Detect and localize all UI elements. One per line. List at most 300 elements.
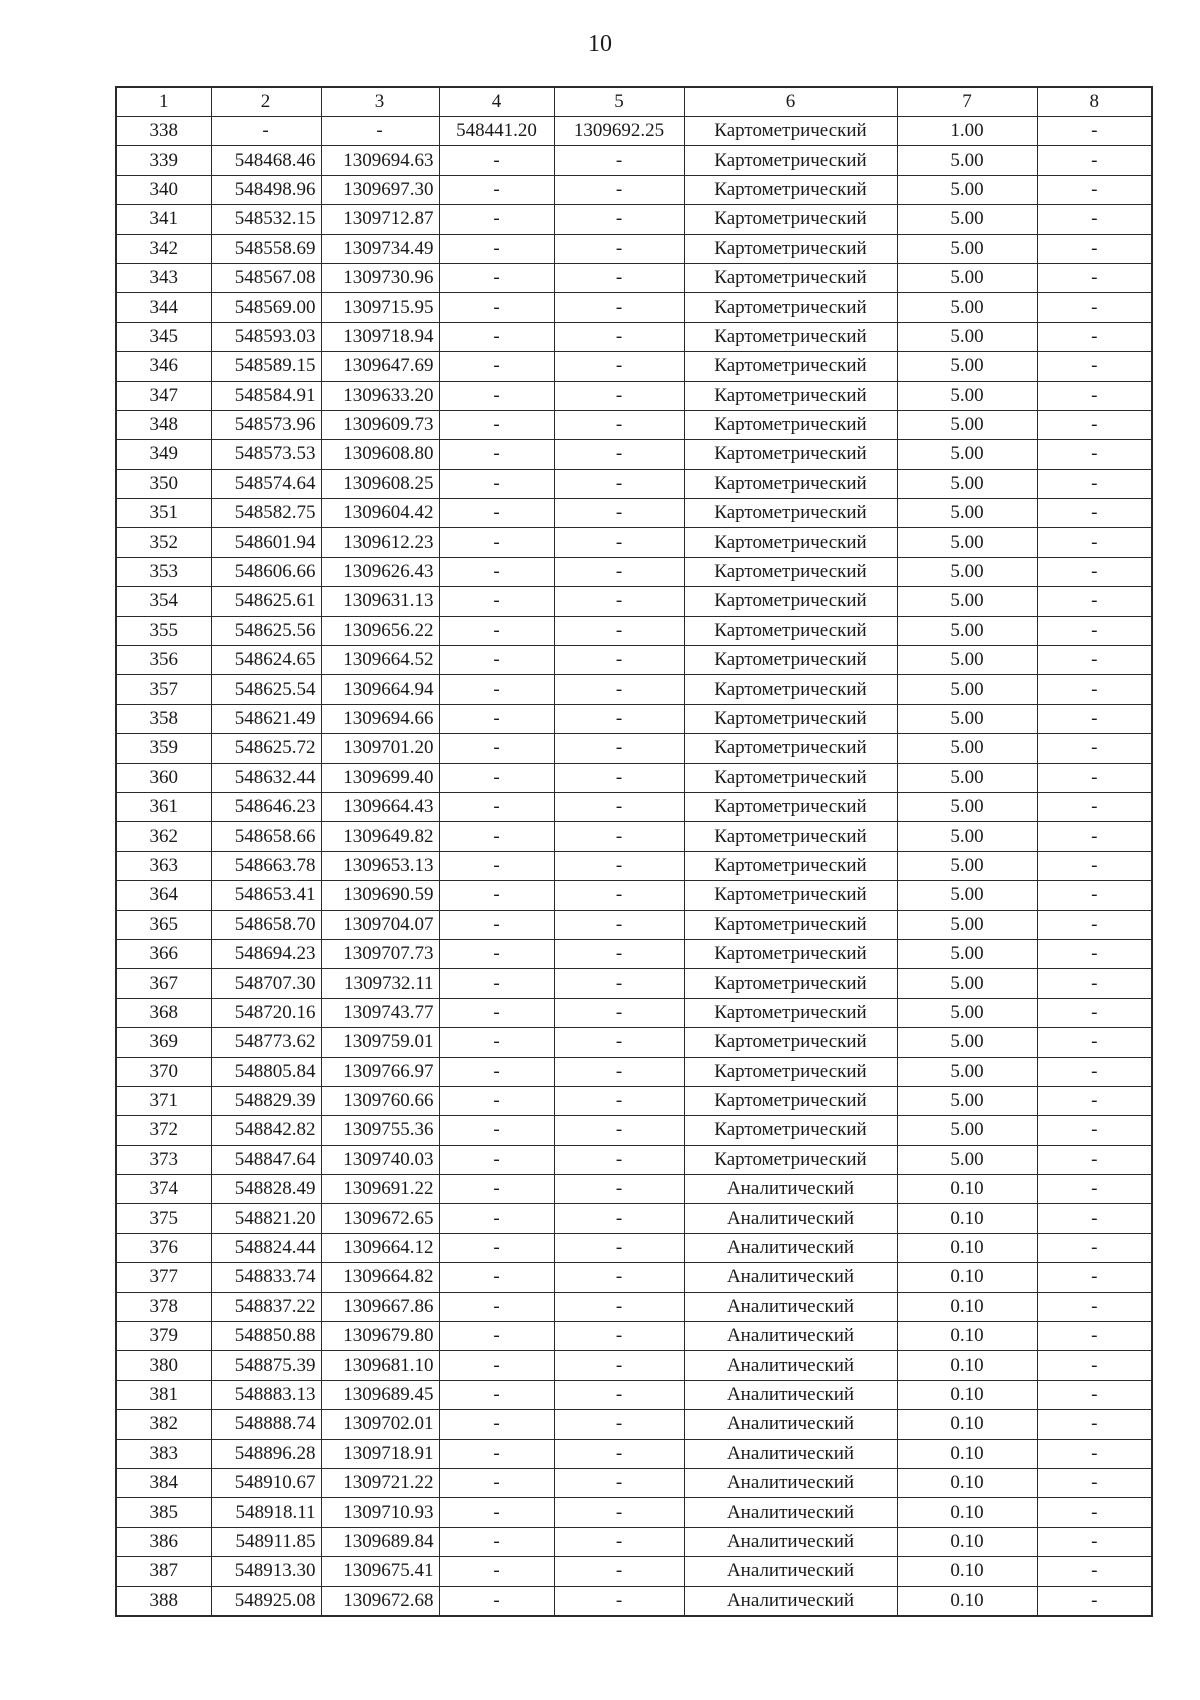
method-cell: Картометрический (684, 998, 897, 1027)
table-row (116, 175, 1152, 204)
method-cell: Картометрический (684, 851, 897, 880)
y-coordinate-alt-cell: - (554, 704, 684, 733)
method-cell: Аналитический (684, 1439, 897, 1468)
accuracy-cell: 5.00 (897, 528, 1037, 557)
y-coordinate-cell: 1309697.30 (321, 175, 439, 204)
point-number-cell: 366 (116, 939, 211, 968)
y-coordinate-cell: 1309707.73 (321, 939, 439, 968)
point-number-cell: 339 (116, 146, 211, 175)
method-cell: Аналитический (684, 1322, 897, 1351)
x-coordinate-alt-cell: - (439, 1233, 554, 1262)
x-coordinate-alt-cell: - (439, 1292, 554, 1321)
description-cell: - (1037, 1028, 1152, 1057)
y-coordinate-cell: 1309664.43 (321, 792, 439, 821)
x-coordinate-alt-cell: - (439, 469, 554, 498)
table-row (116, 1322, 1152, 1351)
x-coordinate-cell: 548833.74 (211, 1263, 321, 1292)
y-coordinate-alt-cell: - (554, 998, 684, 1027)
method-cell: Картометрический (684, 587, 897, 616)
x-coordinate-alt-cell: - (439, 1380, 554, 1409)
x-coordinate-cell: 548842.82 (211, 1116, 321, 1145)
x-coordinate-cell: 548896.28 (211, 1439, 321, 1468)
method-cell: Картометрический (684, 704, 897, 733)
y-coordinate-cell: 1309689.84 (321, 1527, 439, 1556)
method-cell: Аналитический (684, 1175, 897, 1204)
accuracy-cell: 5.00 (897, 175, 1037, 204)
x-coordinate-cell: 548847.64 (211, 1145, 321, 1174)
description-cell: - (1037, 263, 1152, 292)
point-number-cell: 375 (116, 1204, 211, 1233)
y-coordinate-cell: 1309667.86 (321, 1292, 439, 1321)
x-coordinate-cell: 548694.23 (211, 939, 321, 968)
column-header-4: 4 (439, 87, 554, 117)
y-coordinate-alt-cell: - (554, 293, 684, 322)
x-coordinate-cell: 548625.61 (211, 587, 321, 616)
column-header-7: 7 (897, 87, 1037, 117)
y-coordinate-alt-cell: - (554, 763, 684, 792)
description-cell: - (1037, 822, 1152, 851)
point-number-cell: 340 (116, 175, 211, 204)
accuracy-cell: 5.00 (897, 998, 1037, 1027)
method-cell: Картометрический (684, 528, 897, 557)
y-coordinate-cell: - (321, 117, 439, 146)
point-number-cell: 371 (116, 1086, 211, 1115)
y-coordinate-alt-cell: - (554, 440, 684, 469)
x-coordinate-cell: 548625.54 (211, 675, 321, 704)
description-cell: - (1037, 1116, 1152, 1145)
x-coordinate-cell: 548567.08 (211, 263, 321, 292)
point-number-cell: 384 (116, 1468, 211, 1497)
y-coordinate-alt-cell: - (554, 146, 684, 175)
method-cell: Аналитический (684, 1233, 897, 1262)
x-coordinate-alt-cell: - (439, 1204, 554, 1233)
x-coordinate-cell: 548829.39 (211, 1086, 321, 1115)
table-row (116, 1028, 1152, 1057)
x-coordinate-alt-cell: - (439, 1175, 554, 1204)
accuracy-cell: 5.00 (897, 410, 1037, 439)
x-coordinate-alt-cell: - (439, 851, 554, 880)
table-row (116, 1145, 1152, 1174)
point-number-cell: 370 (116, 1057, 211, 1086)
x-coordinate-cell: 548558.69 (211, 234, 321, 263)
x-coordinate-cell: 548911.85 (211, 1527, 321, 1556)
accuracy-cell: 5.00 (897, 1116, 1037, 1145)
y-coordinate-alt-cell: - (554, 557, 684, 586)
description-cell: - (1037, 1527, 1152, 1556)
point-number-cell: 372 (116, 1116, 211, 1145)
y-coordinate-cell: 1309656.22 (321, 616, 439, 645)
table-row (116, 1586, 1152, 1616)
method-cell: Картометрический (684, 734, 897, 763)
table-row (116, 969, 1152, 998)
y-coordinate-alt-cell: - (554, 1292, 684, 1321)
accuracy-cell: 5.00 (897, 557, 1037, 586)
accuracy-cell: 5.00 (897, 263, 1037, 292)
table-row (116, 1292, 1152, 1321)
x-coordinate-cell: 548910.67 (211, 1468, 321, 1497)
x-coordinate-cell: 548625.56 (211, 616, 321, 645)
x-coordinate-alt-cell: - (439, 1498, 554, 1527)
point-number-cell: 364 (116, 881, 211, 910)
method-cell: Аналитический (684, 1557, 897, 1586)
accuracy-cell: 5.00 (897, 1145, 1037, 1174)
table-row (116, 1204, 1152, 1233)
description-cell: - (1037, 1263, 1152, 1292)
table-row (116, 763, 1152, 792)
method-cell: Картометрический (684, 410, 897, 439)
method-cell: Картометрический (684, 322, 897, 351)
table-row (116, 910, 1152, 939)
y-coordinate-cell: 1309672.68 (321, 1586, 439, 1616)
x-coordinate-cell: 548773.62 (211, 1028, 321, 1057)
table-row (116, 410, 1152, 439)
table-row (116, 234, 1152, 263)
point-number-cell: 388 (116, 1586, 211, 1616)
point-number-cell: 362 (116, 822, 211, 851)
table-row (116, 616, 1152, 645)
method-cell: Картометрический (684, 910, 897, 939)
description-cell: - (1037, 1292, 1152, 1321)
x-coordinate-cell: 548720.16 (211, 998, 321, 1027)
method-cell: Картометрический (684, 939, 897, 968)
x-coordinate-cell: 548498.96 (211, 175, 321, 204)
description-cell: - (1037, 1468, 1152, 1497)
description-cell: - (1037, 1086, 1152, 1115)
y-coordinate-alt-cell: - (554, 881, 684, 910)
y-coordinate-cell: 1309675.41 (321, 1557, 439, 1586)
accuracy-cell: 5.00 (897, 322, 1037, 351)
point-number-cell: 357 (116, 675, 211, 704)
method-cell: Картометрический (684, 263, 897, 292)
accuracy-cell: 0.10 (897, 1498, 1037, 1527)
table-row (116, 1086, 1152, 1115)
x-coordinate-cell: 548918.11 (211, 1498, 321, 1527)
table-row (116, 381, 1152, 410)
point-number-cell: 367 (116, 969, 211, 998)
method-cell: Аналитический (684, 1468, 897, 1497)
method-cell: Картометрический (684, 1057, 897, 1086)
method-cell: Аналитический (684, 1586, 897, 1616)
x-coordinate-cell: 548569.00 (211, 293, 321, 322)
accuracy-cell: 5.00 (897, 763, 1037, 792)
x-coordinate-alt-cell: - (439, 646, 554, 675)
y-coordinate-cell: 1309701.20 (321, 734, 439, 763)
method-cell: Картометрический (684, 234, 897, 263)
y-coordinate-cell: 1309689.45 (321, 1380, 439, 1409)
x-coordinate-cell: 548658.70 (211, 910, 321, 939)
point-number-cell: 355 (116, 616, 211, 645)
x-coordinate-alt-cell: - (439, 1410, 554, 1439)
description-cell: - (1037, 410, 1152, 439)
table-row (116, 792, 1152, 821)
x-coordinate-alt-cell: - (439, 1086, 554, 1115)
table-row (116, 293, 1152, 322)
description-cell: - (1037, 146, 1152, 175)
table-row (116, 322, 1152, 351)
y-coordinate-cell: 1309604.42 (321, 499, 439, 528)
y-coordinate-cell: 1309718.91 (321, 1439, 439, 1468)
table-row (116, 557, 1152, 586)
method-cell: Аналитический (684, 1410, 897, 1439)
point-number-cell: 348 (116, 410, 211, 439)
method-cell: Картометрический (684, 117, 897, 146)
y-coordinate-alt-cell: - (554, 734, 684, 763)
accuracy-cell: 0.10 (897, 1557, 1037, 1586)
y-coordinate-cell: 1309664.12 (321, 1233, 439, 1262)
description-cell: - (1037, 352, 1152, 381)
table-row (116, 1468, 1152, 1497)
accuracy-cell: 0.10 (897, 1292, 1037, 1321)
x-coordinate-cell: 548593.03 (211, 322, 321, 351)
y-coordinate-alt-cell: - (554, 1263, 684, 1292)
x-coordinate-cell: 548828.49 (211, 1175, 321, 1204)
point-number-cell: 360 (116, 763, 211, 792)
point-number-cell: 368 (116, 998, 211, 1027)
accuracy-cell: 0.10 (897, 1468, 1037, 1497)
accuracy-cell: 5.00 (897, 616, 1037, 645)
table-row (116, 851, 1152, 880)
description-cell: - (1037, 1175, 1152, 1204)
point-number-cell: 378 (116, 1292, 211, 1321)
accuracy-cell: 0.10 (897, 1410, 1037, 1439)
accuracy-cell: 5.00 (897, 792, 1037, 821)
point-number-cell: 361 (116, 792, 211, 821)
y-coordinate-alt-cell: - (554, 675, 684, 704)
column-header-5: 5 (554, 87, 684, 117)
description-cell: - (1037, 205, 1152, 234)
method-cell: Картометрический (684, 646, 897, 675)
y-coordinate-cell: 1309664.82 (321, 1263, 439, 1292)
y-coordinate-cell: 1309681.10 (321, 1351, 439, 1380)
x-coordinate-cell: 548624.65 (211, 646, 321, 675)
table-row (116, 117, 1152, 146)
x-coordinate-alt-cell: - (439, 998, 554, 1027)
accuracy-cell: 0.10 (897, 1380, 1037, 1409)
y-coordinate-cell: 1309608.25 (321, 469, 439, 498)
accuracy-cell: 0.10 (897, 1263, 1037, 1292)
table-body (116, 87, 1152, 1616)
description-cell: - (1037, 1145, 1152, 1174)
table-row (116, 734, 1152, 763)
y-coordinate-cell: 1309664.52 (321, 646, 439, 675)
x-coordinate-alt-cell: - (439, 1028, 554, 1057)
x-coordinate-alt-cell: - (439, 205, 554, 234)
x-coordinate-alt-cell: - (439, 587, 554, 616)
description-cell: - (1037, 322, 1152, 351)
x-coordinate-cell: 548805.84 (211, 1057, 321, 1086)
accuracy-cell: 0.10 (897, 1527, 1037, 1556)
column-header-3: 3 (321, 87, 439, 117)
accuracy-cell: 5.00 (897, 469, 1037, 498)
accuracy-cell: 0.10 (897, 1204, 1037, 1233)
x-coordinate-cell: 548573.96 (211, 410, 321, 439)
x-coordinate-cell: 548821.20 (211, 1204, 321, 1233)
y-coordinate-alt-cell: - (554, 410, 684, 439)
x-coordinate-alt-cell: 548441.20 (439, 117, 554, 146)
point-number-cell: 344 (116, 293, 211, 322)
x-coordinate-alt-cell: - (439, 881, 554, 910)
accuracy-cell: 5.00 (897, 293, 1037, 322)
table-row (116, 469, 1152, 498)
accuracy-cell: 5.00 (897, 440, 1037, 469)
x-coordinate-alt-cell: - (439, 234, 554, 263)
table-row (116, 263, 1152, 292)
y-coordinate-alt-cell: - (554, 1086, 684, 1115)
y-coordinate-cell: 1309718.94 (321, 322, 439, 351)
accuracy-cell: 5.00 (897, 352, 1037, 381)
table-header-row (116, 87, 1152, 117)
accuracy-cell: 0.10 (897, 1233, 1037, 1262)
point-number-cell: 363 (116, 851, 211, 880)
method-cell: Картометрический (684, 822, 897, 851)
point-number-cell: 365 (116, 910, 211, 939)
x-coordinate-alt-cell: - (439, 175, 554, 204)
description-cell: - (1037, 117, 1152, 146)
x-coordinate-alt-cell: - (439, 263, 554, 292)
method-cell: Картометрический (684, 881, 897, 910)
y-coordinate-alt-cell: - (554, 1498, 684, 1527)
x-coordinate-alt-cell: - (439, 1116, 554, 1145)
table-row (116, 704, 1152, 733)
method-cell: Картометрический (684, 499, 897, 528)
table-row (116, 1557, 1152, 1586)
table-row (116, 1057, 1152, 1086)
point-number-cell: 341 (116, 205, 211, 234)
description-cell: - (1037, 293, 1152, 322)
accuracy-cell: 5.00 (897, 851, 1037, 880)
x-coordinate-alt-cell: - (439, 763, 554, 792)
method-cell: Картометрический (684, 381, 897, 410)
table-row (116, 822, 1152, 851)
point-number-cell: 383 (116, 1439, 211, 1468)
y-coordinate-alt-cell: - (554, 1439, 684, 1468)
point-number-cell: 342 (116, 234, 211, 263)
x-coordinate-cell: 548468.46 (211, 146, 321, 175)
table-row (116, 205, 1152, 234)
x-coordinate-alt-cell: - (439, 822, 554, 851)
y-coordinate-alt-cell: - (554, 1322, 684, 1351)
y-coordinate-cell: 1309734.49 (321, 234, 439, 263)
description-cell: - (1037, 1557, 1152, 1586)
y-coordinate-cell: 1309633.20 (321, 381, 439, 410)
x-coordinate-alt-cell: - (439, 322, 554, 351)
y-coordinate-cell: 1309690.59 (321, 881, 439, 910)
accuracy-cell: 5.00 (897, 1086, 1037, 1115)
accuracy-cell: 0.10 (897, 1439, 1037, 1468)
column-header-6: 6 (684, 87, 897, 117)
y-coordinate-alt-cell: - (554, 969, 684, 998)
point-number-cell: 369 (116, 1028, 211, 1057)
accuracy-cell: 0.10 (897, 1175, 1037, 1204)
y-coordinate-cell: 1309721.22 (321, 1468, 439, 1497)
x-coordinate-cell: 548606.66 (211, 557, 321, 586)
point-number-cell: 381 (116, 1380, 211, 1409)
description-cell: - (1037, 440, 1152, 469)
description-cell: - (1037, 469, 1152, 498)
y-coordinate-cell: 1309647.69 (321, 352, 439, 381)
table-row (116, 1116, 1152, 1145)
y-coordinate-cell: 1309626.43 (321, 557, 439, 586)
x-coordinate-alt-cell: - (439, 734, 554, 763)
x-coordinate-cell: 548653.41 (211, 881, 321, 910)
y-coordinate-alt-cell: - (554, 939, 684, 968)
y-coordinate-alt-cell: - (554, 792, 684, 821)
x-coordinate-cell: 548582.75 (211, 499, 321, 528)
description-cell: - (1037, 734, 1152, 763)
method-cell: Аналитический (684, 1351, 897, 1380)
method-cell: Аналитический (684, 1498, 897, 1527)
page-number: 10 (588, 31, 612, 57)
y-coordinate-cell: 1309694.63 (321, 146, 439, 175)
x-coordinate-cell: 548632.44 (211, 763, 321, 792)
y-coordinate-cell: 1309759.01 (321, 1028, 439, 1057)
y-coordinate-cell: 1309672.65 (321, 1204, 439, 1233)
x-coordinate-cell: 548913.30 (211, 1557, 321, 1586)
method-cell: Картометрический (684, 352, 897, 381)
accuracy-cell: 5.00 (897, 910, 1037, 939)
method-cell: Картометрический (684, 1145, 897, 1174)
table-row (116, 352, 1152, 381)
description-cell: - (1037, 704, 1152, 733)
x-coordinate-alt-cell: - (439, 910, 554, 939)
accuracy-cell: 0.10 (897, 1351, 1037, 1380)
accuracy-cell: 0.10 (897, 1586, 1037, 1616)
y-coordinate-cell: 1309649.82 (321, 822, 439, 851)
y-coordinate-alt-cell: - (554, 322, 684, 351)
accuracy-cell: 5.00 (897, 587, 1037, 616)
x-coordinate-cell: 548658.66 (211, 822, 321, 851)
point-number-cell: 356 (116, 646, 211, 675)
x-coordinate-alt-cell: - (439, 704, 554, 733)
x-coordinate-alt-cell: - (439, 1322, 554, 1351)
x-coordinate-cell: 548888.74 (211, 1410, 321, 1439)
y-coordinate-alt-cell: - (554, 1028, 684, 1057)
y-coordinate-cell: 1309740.03 (321, 1145, 439, 1174)
description-cell: - (1037, 675, 1152, 704)
x-coordinate-cell: 548601.94 (211, 528, 321, 557)
method-cell: Картометрический (684, 557, 897, 586)
table-row (116, 1233, 1152, 1262)
point-number-cell: 386 (116, 1527, 211, 1556)
method-cell: Картометрический (684, 616, 897, 645)
x-coordinate-alt-cell: - (439, 1586, 554, 1616)
point-number-cell: 351 (116, 499, 211, 528)
y-coordinate-cell: 1309712.87 (321, 205, 439, 234)
y-coordinate-alt-cell: - (554, 1527, 684, 1556)
x-coordinate-cell: 548837.22 (211, 1292, 321, 1321)
x-coordinate-alt-cell: - (439, 969, 554, 998)
method-cell: Картометрический (684, 969, 897, 998)
table-row (116, 499, 1152, 528)
point-number-cell: 380 (116, 1351, 211, 1380)
point-number-cell: 347 (116, 381, 211, 410)
table-row (116, 1439, 1152, 1468)
description-cell: - (1037, 616, 1152, 645)
y-coordinate-cell: 1309732.11 (321, 969, 439, 998)
y-coordinate-cell: 1309755.36 (321, 1116, 439, 1145)
point-number-cell: 346 (116, 352, 211, 381)
x-coordinate-alt-cell: - (439, 528, 554, 557)
description-cell: - (1037, 1057, 1152, 1086)
y-coordinate-alt-cell: - (554, 175, 684, 204)
x-coordinate-alt-cell: - (439, 1263, 554, 1292)
accuracy-cell: 5.00 (897, 205, 1037, 234)
x-coordinate-alt-cell: - (439, 1145, 554, 1174)
y-coordinate-cell: 1309609.73 (321, 410, 439, 439)
y-coordinate-alt-cell: - (554, 1175, 684, 1204)
y-coordinate-alt-cell: - (554, 851, 684, 880)
method-cell: Картометрический (684, 1086, 897, 1115)
